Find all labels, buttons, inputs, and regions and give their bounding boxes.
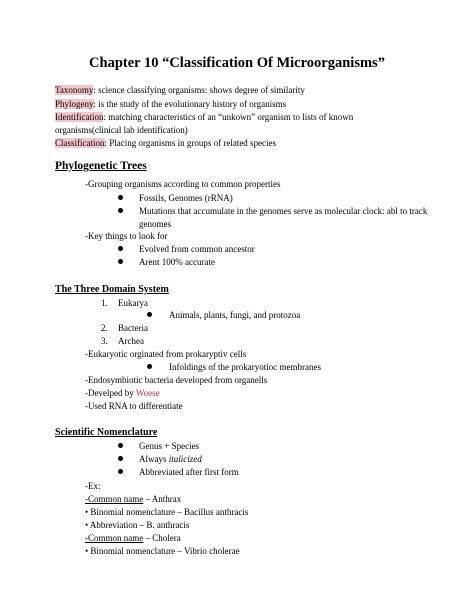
italicized-text: italicized: [168, 454, 202, 464]
list-number: 2.: [101, 323, 108, 333]
common-name-label: -Common name: [85, 494, 144, 504]
example-line: • Binomial nomenclature – Vibrio cholerae: [85, 546, 240, 556]
bullet-icon: [118, 468, 123, 477]
definition-taxonomy: [55, 86, 305, 95]
nomen-bullet: Genus + Species: [139, 441, 200, 451]
definition-classification: [55, 139, 276, 148]
term-phylogeny: Phylogeny: [55, 99, 94, 109]
term-classification: Classification: [55, 138, 105, 148]
bullet-icon: [118, 442, 123, 451]
heading-phylogenetic-trees: Phylogenetic Trees: [55, 160, 147, 172]
heading-three-domain-system: The Three Domain System: [55, 284, 169, 295]
phylo-line: -Key things to look for: [85, 231, 168, 241]
term-identification: Identification: [55, 112, 104, 122]
example-label: -Ex:: [85, 481, 101, 491]
definition-text: : matching characteristics of an “unkown” organism to lists of known: [103, 112, 354, 122]
common-name-value: – Anthrax: [143, 494, 182, 504]
definition-text: : science classifying organisms: shows degree of similarity: [93, 85, 305, 95]
bullet-icon: [118, 455, 123, 464]
list-item: Bacteria: [118, 323, 148, 333]
phylo-bullet: Arent 100% accurate: [139, 257, 215, 267]
bullet-icon: [147, 363, 152, 372]
woese-text: Woese: [135, 388, 160, 398]
domain-line: -Endosymbiotic bacteria developed from organells: [85, 375, 268, 385]
common-name-label: -Common name: [85, 533, 144, 543]
nomen-bullet: [139, 455, 202, 464]
definition-text: : is the study of the evolutionary history of organisms: [93, 99, 287, 109]
example-line: [85, 495, 181, 504]
always-text: Always: [139, 454, 169, 464]
phylo-line: -Grouping organisms according to common properties: [85, 179, 281, 189]
developed-by-text: -Develped by: [85, 388, 136, 398]
nomen-bullet: Abbreviated after first form: [139, 467, 239, 477]
bullet-icon: [118, 194, 123, 203]
example-line: [85, 534, 181, 543]
example-line: • Abbreviation – B. anthracis: [85, 520, 190, 530]
bullet-icon: [118, 258, 123, 267]
list-number: 1.: [101, 298, 108, 308]
bullet-icon: [147, 311, 152, 320]
heading-scientific-nomenclature: Scientific Nomenclature: [55, 427, 158, 438]
definition-phylogeny: [55, 100, 286, 109]
list-subitem: Infoldings of the prokaryotioc membranes: [169, 362, 321, 372]
term-taxonomy: Taxonomy: [55, 85, 94, 95]
domain-line: -Used RNA to differentiate: [85, 401, 183, 411]
phylo-bullet: Evolved from common ancestor: [139, 244, 255, 254]
bullet-icon: [118, 207, 123, 216]
page-title: Chapter 10 “Classification Of Microorganisms”: [89, 55, 385, 71]
list-number: 3.: [101, 336, 108, 346]
phylo-bullet: Mutations that accumulate in the genomes serve as molecular clock: abl to track: [139, 206, 428, 216]
phylo-bullet-continuation: genomes: [139, 219, 171, 229]
domain-line: [85, 389, 160, 398]
list-subitem: Animals, plants, fungi, and protozoa: [169, 310, 301, 320]
definition-text: : Placing organisms in groups of related species: [104, 138, 277, 148]
list-item: Eukarya: [118, 298, 148, 308]
bullet-icon: [118, 245, 123, 254]
example-line: • Binomial nomenclature – Bacillus anthracis: [85, 507, 249, 517]
phylo-bullet: Fossils, Genomes (rRNA): [139, 193, 233, 203]
list-item: Archea: [118, 336, 144, 346]
definition-identification: [55, 113, 353, 122]
domain-line: -Eukaryotic orginated from prokaryptiv cells: [85, 349, 247, 359]
definition-continuation: organisms(clinical lab identification): [55, 125, 188, 135]
common-name-value: – Cholera: [143, 533, 181, 543]
